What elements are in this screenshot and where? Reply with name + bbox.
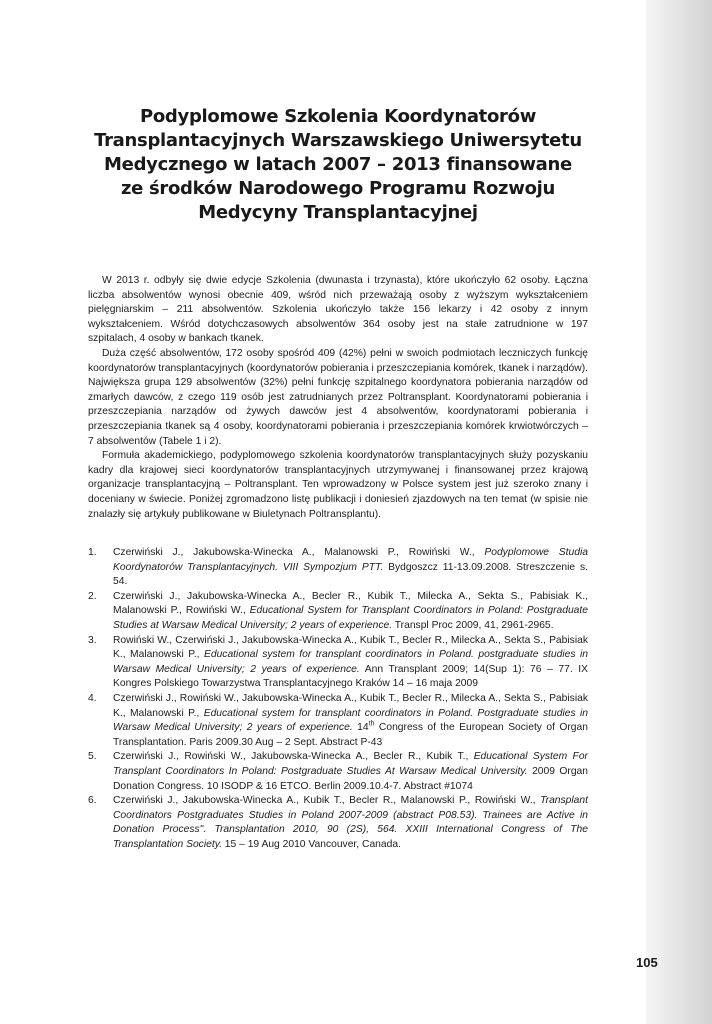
reference-title: Transplant Coordinators Postgraduates Studies in Poland 2007-2009 (abstract P08.53). Trainees are Active in Donation Process". Transplantation 2010, 90 (2S), 564. XXIII International Congress of The Transplantation Society. (113, 795, 588, 850)
reference-item (88, 590, 588, 634)
title-line: ze środków Narodowego Programu Rozwoju (120, 178, 556, 199)
paragraph: Formuła akademickiego, podyplomowego szkolenia koordynatorów transplantacyjnych służy pozyskaniu kadry dla krajowej sieci koordynatorów transplantacyjnych utrzymywanej i finansowanej przez krajową organizacje transplantacyjną – Poltransplant. Ten wprowadzony w Polsce system jest już szeroko znany i doceniany w świecie. Poniżej zgromadzono listę publikacji i doniesień zjazdowych na ten temat (w spisie nie znalazły się artykuły publikowane w Biuletynach Poltransplantu). (88, 450, 588, 520)
reference-authors: Czerwiński J., Jakubowska-Winecka A., Becler R., Kubik T., Milecka A., Sekta S., Pabisiak K., Malanowski P., Rowiński W., (113, 590, 588, 617)
reference-details: Bydgoszcz 11-13.09.2008. Streszczenie s. 54. (113, 561, 588, 588)
document-page (88, 105, 588, 853)
title-line: Medycznego w latach 2007 – 2013 finansowane (104, 154, 572, 175)
reference-number: 1. (88, 547, 97, 559)
document-title (88, 105, 588, 225)
reference-item (88, 546, 588, 590)
reference-number: 2. (88, 590, 97, 602)
body-text (88, 274, 588, 522)
reference-list (88, 546, 588, 852)
reference-authors: Rowiński W., Czerwiński J., Jakubowska-Winecka A., Kubik T., Becler R., Milecka A., Sekta S., Pabisiak K., Malanowski P., (113, 634, 588, 661)
reference-authors: Czerwiński J., Rowiński W., Jakubowska-Winecka A., Becler R., Kubik T., (113, 751, 474, 763)
reference-details: Transpl Proc 2009, 41, 2961-2965. (392, 620, 554, 632)
reference-title: Educational System For Transplant Coordinators In Poland: Postgraduate Studies At Warsaw Medical University. (113, 751, 588, 777)
reference-authors: Czerwiński J., Jakubowska-Winecka A., Kubik T., Becler R., Malanowski P., Rowiński W., (113, 795, 541, 807)
reference-details: 2009 Organ Donation Congress. 10 ISODP & 16 ETCO. Berlin 2009.10.4-7. Abstract #1074 (113, 766, 588, 792)
reference-item (88, 692, 588, 750)
page-edge-band (646, 0, 712, 1024)
title-line: Podyplomowe Szkolenia Koordynatorów (139, 106, 537, 127)
reference-details-prefix: 14 (352, 722, 369, 734)
reference-number: 6. (88, 795, 97, 807)
paragraph: Duża część absolwentów, 172 osoby spośród 409 (42%) pełni w swoich podmiotach leczniczych funkcję koordynatorów transplantacyjnych (koordynatorów pobierania i przeszczepiania komórek, tkanek i narządów). Największa grupa 129 absolwentów (32%) pełni funkcję szpitalnego koordynatora pobierania narządów od zmarłych dawców, z czego 119 osób jest zatrudnianych przez Poltransplant. Koordynatorami pobierania i przeszczepiania narządów od żywych dawców jest 4 absolwentów, koordynatorami pobierania i przeszczepiania tkanek są 4 osoby, koordynatorami pobierania i przeszczepiania komórek krwiotwórczych – 7 absolwentów (Tabele 1 i 2). (88, 347, 588, 447)
reference-title: Educational system for transplant coordinators in Poland. Postgraduate studies in Warsaw Medical University; 2 years of experience. (113, 707, 588, 734)
reference-title: Educational system for transplant coordinators in Poland. postgraduate studies in Warsaw Medical University; 2 years of experience. (113, 649, 588, 675)
title-line: Transplantacyjnych Warszawskiego Uniwersytetu (94, 130, 582, 151)
reference-number: 4. (88, 693, 97, 705)
reference-title: Podyplomowe Studia Koordynatorów Transplantacyjnych. VIII Sympozjum PTT. (113, 547, 588, 573)
reference-item (88, 794, 588, 852)
reference-item (88, 634, 588, 692)
reference-item (88, 750, 588, 794)
title-line: Medycyny Transplantacyjnej (198, 202, 478, 223)
reference-details: 15 – 19 Aug 2010 Vancouver, Canada. (221, 838, 401, 850)
paragraph: W 2013 r. odbyły się dwie edycje Szkolenia (dwunasta i trzynasta), które ukończyło 62 osoby. Łączna liczba absolwentów wynosi obecnie 409, wśród nich przeważają osoby z wyższym wykształceniem pielęgniarskim – 211 absolwentów. Szkolenia ukończyło także 156 lekarzy i 42 osoby z innym wykształceniem. Wśród dotychczasowych absolwentów 364 osoby jest na stałe zatrudnione w 197 szpitalach, 4 osoby w bankach tkanek. (88, 275, 588, 345)
page-number: 105 (636, 955, 658, 970)
reference-authors: Czerwiński J., Rowiński W., Jakubowska-Winecka A., Kubik T., Becler R., Milecka A., Sekta S., Pabisiak K., Malanowski P., (113, 693, 588, 719)
reference-number: 5. (88, 751, 97, 763)
reference-authors: Czerwiński J., Jakubowska-Winecka A., Malanowski P., Rowiński W., (113, 547, 485, 559)
reference-details: Congress of the European Society of Organ Transplantation. Paris 2009.30 Aug – 2 Sept. Abstract P-43 (113, 722, 588, 748)
reference-superscript: th (368, 720, 375, 728)
reference-number: 3. (88, 634, 97, 646)
reference-details: Ann Transplant 2009; 14(Sup 1): 76 – 77. IX Kongres Polskiego Towarzystwa Transplantacyjnego Kraków 14 – 16 maja 2009 (113, 663, 589, 690)
reference-title: Educational System for Transplant Coordinators in Poland: Postgraduate Studies at Warsaw Medical University; 2 years of experience. (113, 605, 588, 632)
